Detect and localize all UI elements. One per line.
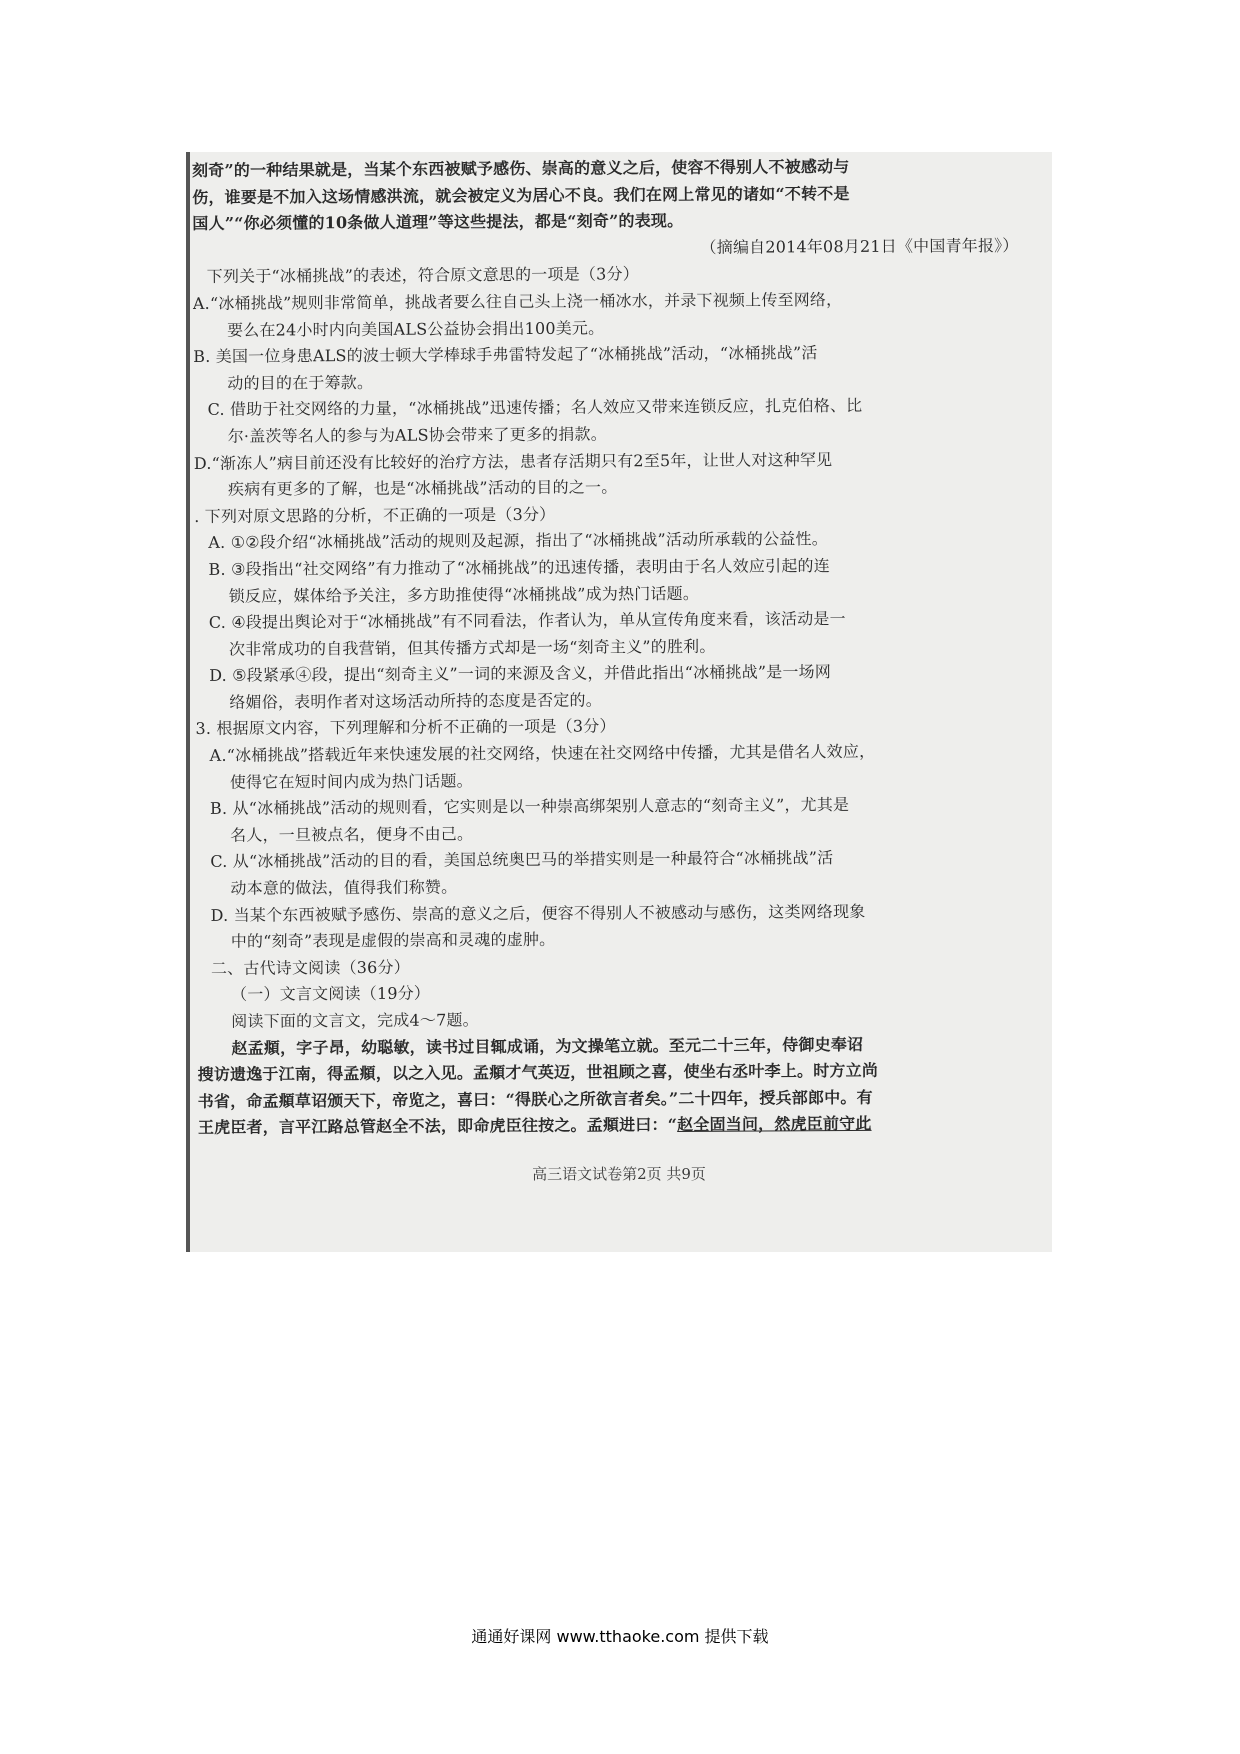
exam-text-line: 尔·盖茨等名人的参与为ALS协会带来了更多的捐款。 bbox=[227, 424, 607, 446]
scanned-exam-page bbox=[186, 152, 1052, 1252]
exam-text-line: B. ③段指出“社交网络”有力推动了“冰桶挑战”的迅速传播，表明由于名人效应引起的连 bbox=[208, 556, 830, 579]
exam-text-line: 要么在24小时内向美国ALS公益协会捐出100美元。 bbox=[226, 318, 605, 340]
exam-text-line: （一）文言文阅读（19分） bbox=[231, 983, 431, 1005]
exam-text-line: C. ④段提出舆论对于“冰桶挑战”有不同看法，作者认为，单从宣传角度来看，该活动是一 bbox=[208, 609, 846, 632]
exam-text-line: C. 借助于社交网络的力量，“冰桶挑战”迅速传播；名人效应又带来连锁反应，扎克伯格、比 bbox=[207, 396, 863, 420]
exam-text-line: 动本意的做法，值得我们称赞。 bbox=[230, 877, 458, 898]
exam-text-line: B. 美国一位身患ALS的波士顿大学棒球手弗雷特发起了“冰桶挑战”活动，“冰桶挑战”活 bbox=[193, 343, 818, 367]
exam-text-line: D. ⑤段紧承④段，提出“刻奇主义”一词的来源及含义，并借此指出“冰桶挑战”是一场网 bbox=[209, 662, 832, 686]
exam-text-line: （摘编自2014年08月21日《中国青年报》） bbox=[700, 235, 1019, 257]
exam-text-line: . 下列对原文思路的分析，不正确的一项是（3分） bbox=[194, 504, 556, 526]
exam-text-line: 伤，谁要是不加入这场情感洪流，就会被定义为居心不良。我们在网上常见的诸如“不转不是 bbox=[192, 183, 850, 207]
exam-text-segment: 王虎臣者，言平江路总管赵全不法，即命虎臣往按之。孟頫进曰：“ bbox=[197, 1115, 678, 1138]
exam-text-line: A. ①②段介绍“冰桶挑战”活动的规则及起源，指出了“冰桶挑战”活动所承载的公益性。 bbox=[208, 529, 828, 553]
exam-text-line: 次非常成功的自我营销，但其传播方式却是一场“刻奇主义”的胜利。 bbox=[228, 636, 716, 659]
exam-text-line: B. 从“冰桶挑战”活动的规则看，它实则是以一种崇高绑架别人意志的“刻奇主义”，尤其是 bbox=[209, 795, 850, 819]
scan-shadow-edge bbox=[186, 152, 190, 1252]
exam-text-line: 二、古代诗文阅读（36分） bbox=[210, 957, 410, 978]
exam-text-line: 下列关于“冰桶挑战”的表述，符合原文意思的一项是（3分） bbox=[206, 264, 639, 287]
exam-text-line: 名人，一旦被点名，便身不由己。 bbox=[230, 824, 474, 845]
exam-text-line: 搜访遗逸于江南，得孟頫，以之入见。孟頫才气英迈，世祖顾之喜，使坐右丞叶李上。时方立尚 bbox=[197, 1061, 879, 1085]
exam-text-line: 国人”“你必须懂的10条做人道理”等这些提法，都是“刻奇”的表现。 bbox=[192, 211, 684, 234]
exam-text-line: C. 从“冰桶挑战”活动的目的看，美国总统奥巴马的举措实则是一种最符合“冰桶挑战”活 bbox=[210, 848, 834, 872]
exam-text-line: 使得它在短时间内成为热门话题。 bbox=[229, 770, 473, 792]
exam-text-line: 书省，命孟頫草诏颁天下，帝览之，喜曰：“得朕心之所欲言者矣。”二十四年，授兵部郎中。有 bbox=[197, 1087, 873, 1111]
exam-page-footer: 高三语文试卷第2页 共9页 bbox=[532, 1165, 706, 1183]
exam-text-line bbox=[198, 1110, 1048, 1142]
download-credit: 通通好课网 www.tthaoke.com 提供下载 bbox=[471, 1627, 769, 1646]
exam-text-line: D. 当某个东西被赋予感伤、崇高的意义之后，便容不得别人不被感动与感伤，这类网络现象 bbox=[210, 901, 866, 925]
exam-text-line: 中的“刻奇”表现是虚假的崇高和灵魂的虚肿。 bbox=[230, 930, 556, 951]
exam-text-line: 动的目的在于筹款。 bbox=[227, 372, 374, 393]
exam-text-line: 赵孟頫，字子昂，幼聪敏，读书过目辄成诵，为文操笔立就。至元二十三年，侍御史奉诏 bbox=[231, 1034, 864, 1058]
exam-text-line: 3. 根据原文内容，下列理解和分析不正确的一项是（3分） bbox=[195, 716, 616, 739]
exam-text-line: 阅读下面的文言文，完成4～7题。 bbox=[231, 1010, 479, 1031]
exam-text-line: A.“冰桶挑战”搭载近年来快速发展的社交网络，快速在社交网络中传播，尤其是借名人效应， bbox=[209, 741, 876, 765]
exam-text-line: D.“渐冻人”病目前还没有比较好的治疗方法，患者存活期只有2至5年，让世人对这种罕见 bbox=[193, 449, 833, 473]
exam-text-line: 锁反应，媒体给予关注，多方助推使得“冰桶挑战”成为热门话题。 bbox=[228, 583, 700, 606]
underlined-sentence: 赵全固当问，然虎臣前守此 bbox=[677, 1114, 872, 1135]
exam-text-line: 刻奇”的一种结果就是，当某个东西被赋予感伤、崇高的意义之后，使容不得别人不被感动与 bbox=[192, 156, 850, 180]
exam-text-line: 疾病有更多的了解，也是“冰桶挑战”活动的目的之一。 bbox=[227, 477, 618, 499]
exam-text-body bbox=[192, 153, 1048, 1142]
exam-text-line: A.“冰桶挑战”规则非常简单，挑战者要么往自己头上浇一桶冰水，并录下视频上传至网络， bbox=[192, 289, 843, 313]
exam-text-line: 络媚俗，表明作者对这场活动所持的态度是否定的。 bbox=[229, 690, 602, 712]
